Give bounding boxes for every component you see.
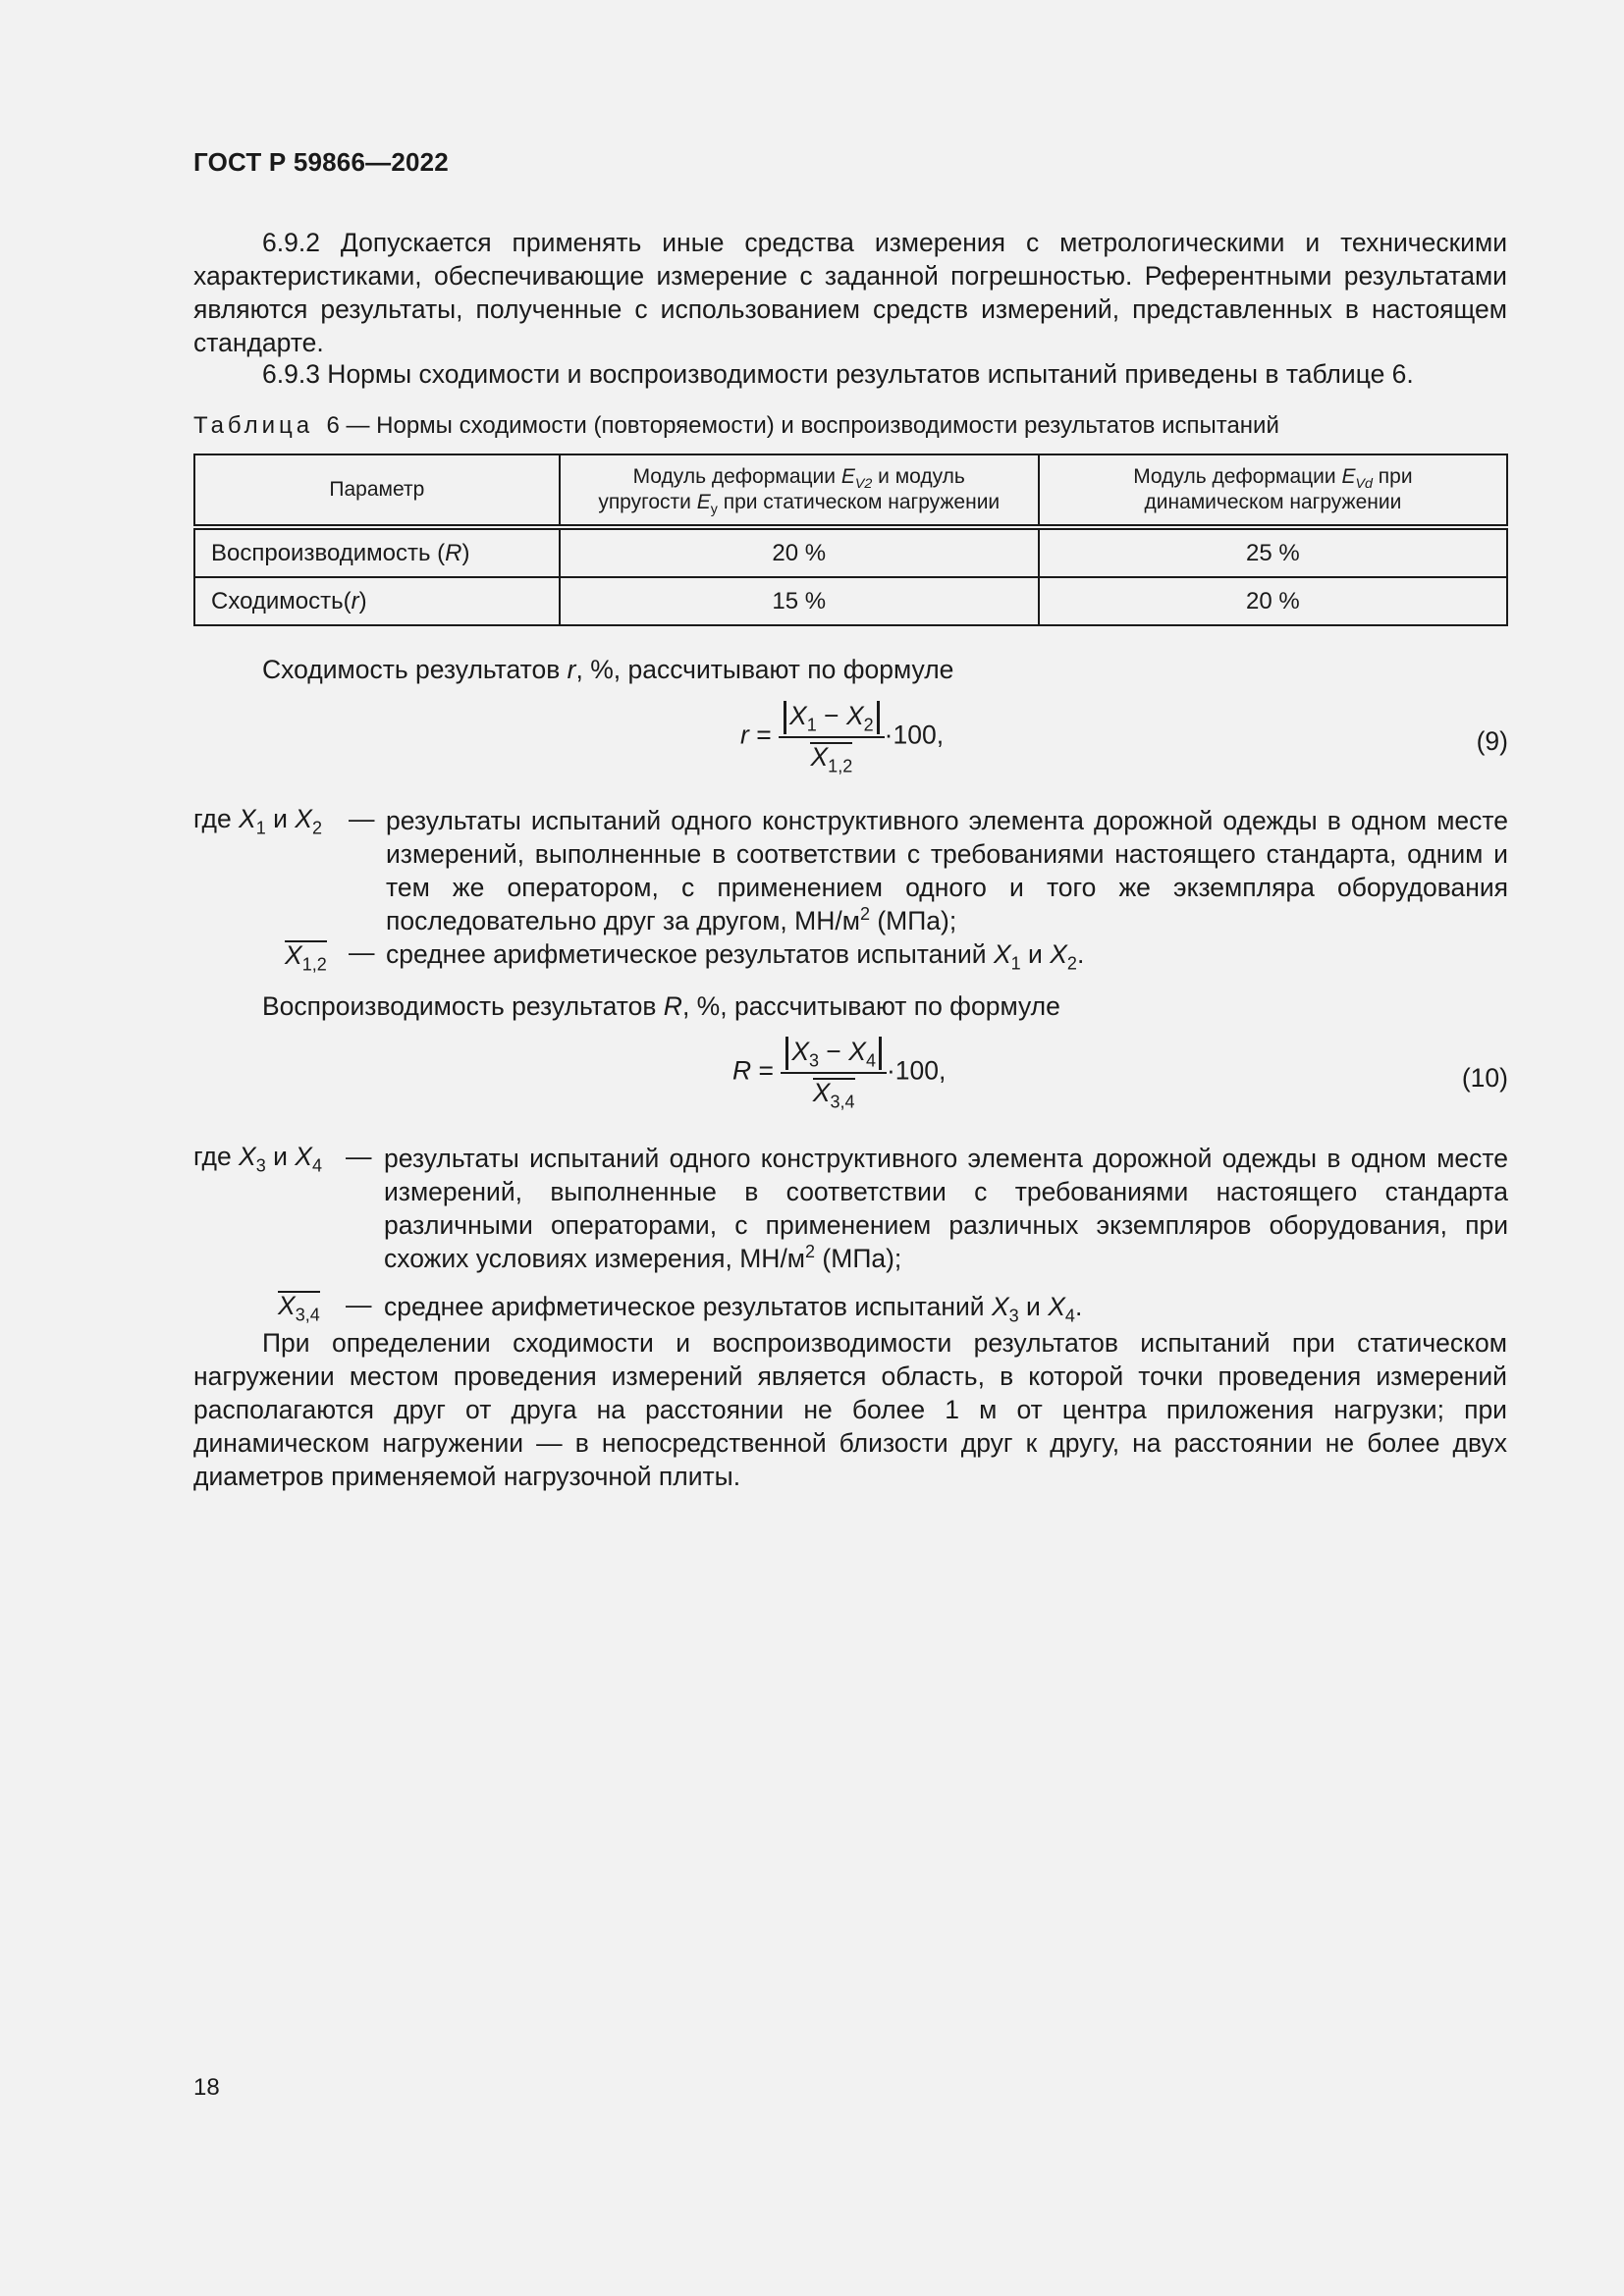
document-header: ГОСТ Р 59866—2022	[193, 147, 449, 177]
formula-10-den-x: X	[812, 1078, 831, 1107]
def-x3-x4-text	[384, 1142, 1508, 1275]
row-reproducibility-dynamic: 25 %	[1039, 527, 1507, 577]
convergence-intro-text: Сходимость результатов	[262, 655, 568, 684]
def-mean-x1-sub: 1	[1010, 953, 1021, 974]
paragraph-6-9-3	[193, 357, 1507, 391]
formula-10-multiplier: ·100,	[886, 1055, 947, 1086]
row-reproducibility-static: 20 %	[560, 527, 1039, 577]
reproducibility-intro-text-b: , %, рассчитывают по формуле	[681, 991, 1060, 1021]
formula-9-x2: X	[845, 701, 864, 730]
def-mean-12-x: X	[285, 940, 302, 970]
def-mean-end: .	[1076, 939, 1085, 969]
convergence-intro-text-b: , %, рассчитывают по формуле	[575, 655, 954, 684]
def-mean-end-2: .	[1074, 1292, 1083, 1321]
header-static	[560, 454, 1039, 527]
def-mean-x2: X	[1050, 939, 1067, 969]
def-and: и	[265, 804, 296, 833]
def-x4: X	[295, 1142, 312, 1171]
row-name-close: )	[358, 587, 367, 614]
header-static-symbol-2: E	[696, 491, 711, 513]
def-dash: —	[346, 1290, 372, 1319]
table-caption-label: Таблица	[193, 412, 314, 439]
def-x1: X	[239, 804, 256, 833]
formula-9-multiplier: ·100,	[884, 720, 945, 750]
row-name-close: )	[461, 539, 470, 566]
paragraph-6-9-2-text: 6.9.2 Допускается применять иные средства измерения с метрологическими и техническими характеристиками, обеспечивающие измерение с заданной погрешностью. Референтными результатами являются результаты, полученные с использованием средств измерений, представленных в настоящем стандарте.	[193, 228, 1507, 357]
final-paragraph	[193, 1326, 1507, 1493]
header-dynamic-subscript: Vd	[1355, 475, 1373, 492]
header-param-text: Параметр	[329, 478, 425, 501]
formula-9-minus: −	[816, 701, 846, 730]
where-word: где	[193, 804, 240, 833]
formula-9-den-sub: 1,2	[828, 756, 853, 776]
def-mean-x4: X	[1048, 1292, 1065, 1321]
reproducibility-intro	[193, 989, 1507, 1023]
header-dynamic-symbol: E	[1341, 465, 1356, 488]
row-convergence-static: 15 %	[560, 577, 1039, 625]
table-caption-text: 6 — Нормы сходимости (повторяемости) и воспроизводимости результатов испытаний	[326, 412, 1279, 439]
formula-10-x4: X	[848, 1037, 866, 1066]
def-x3-x4-sup: 2	[805, 1242, 816, 1262]
header-static-text-c: упругости	[598, 491, 697, 513]
formula-10-x3-sub: 3	[809, 1050, 820, 1071]
convergence-intro-symbol: r	[567, 655, 576, 684]
header-dynamic-text-b: при	[1372, 465, 1413, 488]
formula-10-lhs: R	[732, 1055, 752, 1086]
def-mean-34-x: X	[278, 1291, 296, 1320]
def-dash: —	[349, 937, 375, 967]
reproducibility-intro-text: Воспроизводимость результатов	[262, 991, 664, 1021]
def-mean-12-text	[386, 937, 1085, 974]
formula-9-x2-sub: 2	[863, 715, 874, 735]
def-mean-x1: X	[993, 939, 1011, 969]
table-header-row	[194, 454, 1507, 527]
header-dynamic	[1039, 454, 1507, 527]
formula-10-x3: X	[791, 1037, 810, 1066]
header-dynamic-text-a: Модуль деформации	[1133, 465, 1342, 488]
header-dynamic-text-c: динамическом нагружении	[1144, 491, 1402, 513]
header-static-subscript-2: y	[710, 501, 718, 517]
formula-10-numerator	[781, 1037, 887, 1074]
def-mean-x3: X	[991, 1292, 1009, 1321]
row-reproducibility-name	[194, 527, 560, 577]
def-x3-x4-body: результаты испытаний одного конструктивного элемента дорожной одежды в одном месте измерений, выполненные в соответствии с требованиями настоящего стандарта различными операторами, с применением различных экземпляров оборудования, при схожих условиях измерения, МН/м	[384, 1144, 1508, 1273]
def-x3-x4-tail: (МПа);	[815, 1244, 902, 1273]
formula-9-den-x: X	[810, 742, 829, 772]
paragraph-6-9-3-text: 6.9.3 Нормы сходимости и воспроизводимости результатов испытаний приведены в таблице 6.	[262, 359, 1414, 389]
header-static-text-b: и модуль	[872, 465, 965, 488]
def-dash: —	[349, 804, 375, 833]
def-mean-x2-sub: 2	[1066, 953, 1077, 974]
formula-10-x4-sub: 4	[865, 1050, 876, 1071]
def-mean-34-sub: 3,4	[295, 1305, 320, 1325]
def-mean-12-body: среднее арифметическое результатов испытаний	[386, 939, 994, 969]
formula-9-fraction	[779, 701, 885, 776]
def-mean-and: и	[1020, 939, 1051, 969]
formula-9-lhs: r	[740, 720, 749, 750]
def-x3-sub: 3	[255, 1155, 266, 1176]
def-mean-x4-sub: 4	[1064, 1306, 1075, 1326]
norms-table	[193, 454, 1508, 626]
formula-10	[732, 1037, 947, 1112]
header-static-symbol: E	[840, 465, 855, 488]
def-mean-34-text	[384, 1290, 1083, 1326]
def-mean-x3-sub: 3	[1008, 1306, 1019, 1326]
table-caption	[193, 412, 1279, 440]
def-x1-x2-body: результаты испытаний одного конструктивного элемента дорожной одежды в одном месте измерений, выполненные в соответствии с требованиями настоящего стандарта, одним и тем же оператором, с применением одного и того же экземпляра оборудования последовательно друг за другом, МН/м	[386, 806, 1508, 935]
row-convergence-name	[194, 577, 560, 625]
def-dash: —	[346, 1142, 372, 1171]
def-and-2: и	[265, 1142, 296, 1171]
def-mean-12-term	[285, 940, 327, 975]
def-mean-34-term	[278, 1291, 320, 1325]
formula-9-numerator	[779, 701, 885, 738]
def-x1-x2-term	[193, 804, 323, 838]
header-static-text-a: Модуль деформации	[632, 465, 841, 488]
row-name-symbol: R	[445, 539, 462, 566]
header-static-subscript: V2	[854, 475, 873, 492]
table-row	[194, 577, 1507, 625]
def-mean-12-sub: 1,2	[301, 954, 327, 975]
formula-10-denominator	[812, 1074, 855, 1112]
def-x2: X	[295, 804, 312, 833]
formula-10-equals: =	[751, 1055, 782, 1086]
def-x1-x2-text	[386, 804, 1508, 937]
formula-9-denominator	[810, 738, 853, 776]
final-paragraph-text: При определении сходимости и воспроизводимости результатов испытаний при статическом нагружении местом проведения измерений является область, в которой точки проведения измерений располагаются друг от друга на расстоянии не более 1 м от центра приложения нагрузки; при динамическом нагружении — в непосредственной близости друг к другу, на расстоянии не более двух диаметров применяемой нагрузочной плиты.	[193, 1328, 1507, 1491]
formula-9-equals: =	[748, 720, 780, 750]
def-x4-sub: 4	[311, 1155, 323, 1176]
def-x3: X	[239, 1142, 256, 1171]
def-x2-sub: 2	[311, 818, 323, 838]
formula-10-minus: −	[819, 1037, 849, 1066]
formula-9-x1-sub: 1	[806, 715, 817, 735]
reproducibility-intro-symbol: R	[663, 991, 682, 1021]
def-x3-x4-term	[193, 1142, 323, 1176]
def-x1-x2-sup: 2	[859, 904, 870, 925]
page-number: 18	[193, 2074, 220, 2101]
formula-10-number: (10)	[1461, 1063, 1508, 1093]
row-convergence-dynamic: 20 %	[1039, 577, 1507, 625]
header-static-text-d: при статическом нагружении	[717, 491, 1001, 513]
def-x1-x2-tail: (МПа);	[869, 906, 957, 935]
formula-9	[740, 701, 945, 776]
formula-10-den-sub: 3,4	[830, 1092, 855, 1112]
def-mean-34-body: среднее арифметическое результатов испытаний	[384, 1292, 992, 1321]
formula-9-number: (9)	[1476, 726, 1508, 756]
formula-10-fraction	[781, 1037, 887, 1112]
row-name-text: Сходимость(	[211, 587, 352, 614]
paragraph-6-9-2	[193, 226, 1507, 359]
row-name-symbol: r	[351, 587, 359, 614]
def-mean-and-2: и	[1018, 1292, 1049, 1321]
def-x1-sub: 1	[255, 818, 266, 838]
header-param	[194, 454, 560, 527]
formula-9-x1: X	[789, 701, 807, 730]
where-word-2: где	[193, 1142, 240, 1171]
convergence-intro	[193, 653, 1507, 686]
row-name-text: Воспроизводимость (	[211, 539, 446, 566]
table-row	[194, 527, 1507, 577]
